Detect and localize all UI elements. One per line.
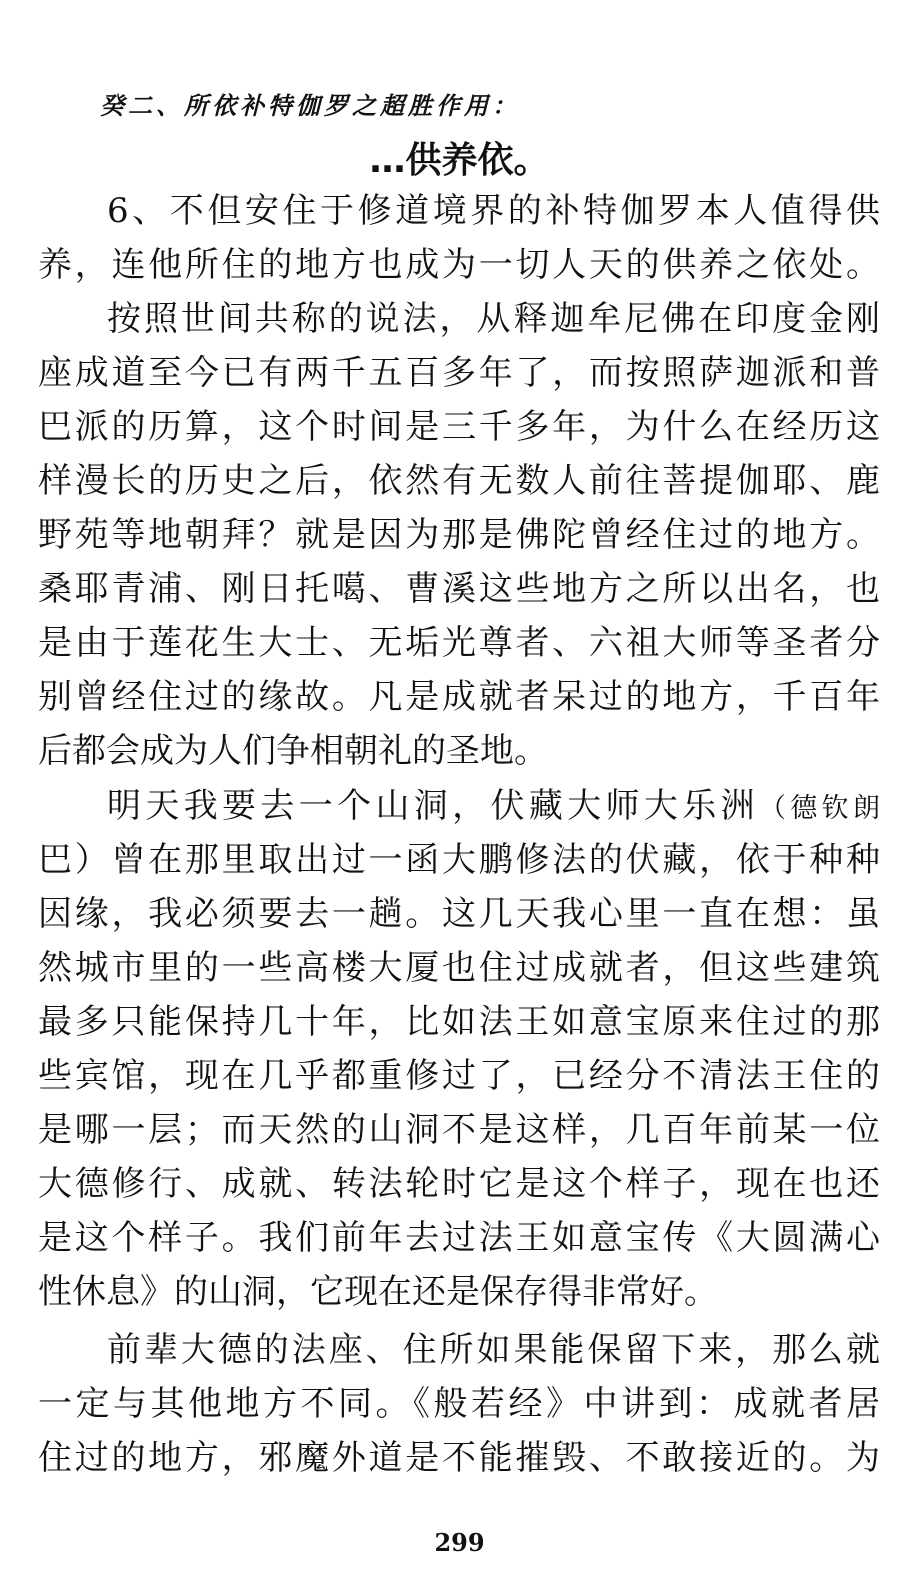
text-line: 一定与其他地方不同。《般若经》中讲到：成就者居 bbox=[38, 1384, 880, 1424]
text-line: 野苑等地朝拜？就是因为那是佛陀曾经住过的地方。 bbox=[38, 515, 880, 555]
text-line: 桑耶青浦、刚日托噶、曹溪这些地方之所以出名，也 bbox=[38, 569, 880, 609]
text-line: 巴派的历算，这个时间是三千多年，为什么在经历这 bbox=[38, 407, 880, 447]
page-number: 299 bbox=[434, 1528, 485, 1557]
text-line: 座成道至今已有两千五百多年了，而按照萨迦派和普 bbox=[38, 353, 880, 393]
sub-heading: …供养依。 bbox=[369, 140, 550, 181]
text-line: 是由于莲花生大士、无垢光尊者、六祖大师等圣者分 bbox=[38, 623, 880, 663]
section-heading: 癸二、所依补特伽罗之超胜作用： bbox=[100, 91, 520, 120]
text-line: 大德修行、成就、转法轮时它是这个样子，现在也还 bbox=[38, 1164, 880, 1204]
inline-note: （德钦朗 bbox=[758, 793, 881, 824]
text-line: 然城市里的一些高楼大厦也住过成就者，但这些建筑 bbox=[38, 948, 880, 988]
text-line: 6、不但安住于修道境界的补特伽罗本人值得供 bbox=[107, 191, 880, 231]
text-line: 因缘，我必须要去一趟。这几天我心里一直在想：虽 bbox=[38, 894, 880, 934]
text-line: 别曾经住过的缘故。凡是成就者呆过的地方，千百年 bbox=[38, 677, 880, 717]
text-line: 按照世间共称的说法，从释迦牟尼佛在印度金刚 bbox=[107, 299, 880, 339]
text-line bbox=[107, 779, 880, 833]
text-line: 最多只能保持几十年，比如法王如意宝原来住过的那 bbox=[38, 1002, 880, 1042]
text-line: 住过的地方，邪魔外道是不能摧毁、不敢接近的。为 bbox=[38, 1438, 880, 1478]
text-line: 巴）曾在那里取出过一函大鹏修法的伏藏，依于种种 bbox=[38, 840, 880, 880]
text-line: 养，连他所住的地方也成为一切人天的供养之依处。 bbox=[38, 245, 880, 285]
text-line: 是哪一层；而天然的山洞不是这样，几百年前某一位 bbox=[38, 1110, 880, 1150]
text-line: 些宾馆，现在几乎都重修过了，已经分不清法王住的 bbox=[38, 1056, 880, 1096]
text-line: 样漫长的历史之后，依然有无数人前往菩提伽耶、鹿 bbox=[38, 461, 880, 501]
text-line: 后都会成为人们争相朝礼的圣地。 bbox=[38, 731, 548, 771]
text-line: 性休息》的山洞，它现在还是保存得非常好。 bbox=[38, 1272, 718, 1312]
text-line: 是这个样子。我们前年去过法王如意宝传《大圆满心 bbox=[38, 1218, 880, 1258]
text-line-main: 明天我要去一个山洞，伏藏大师大乐洲 bbox=[107, 786, 759, 826]
text-line: 前辈大德的法座、住所如果能保留下来，那么就 bbox=[107, 1330, 880, 1370]
